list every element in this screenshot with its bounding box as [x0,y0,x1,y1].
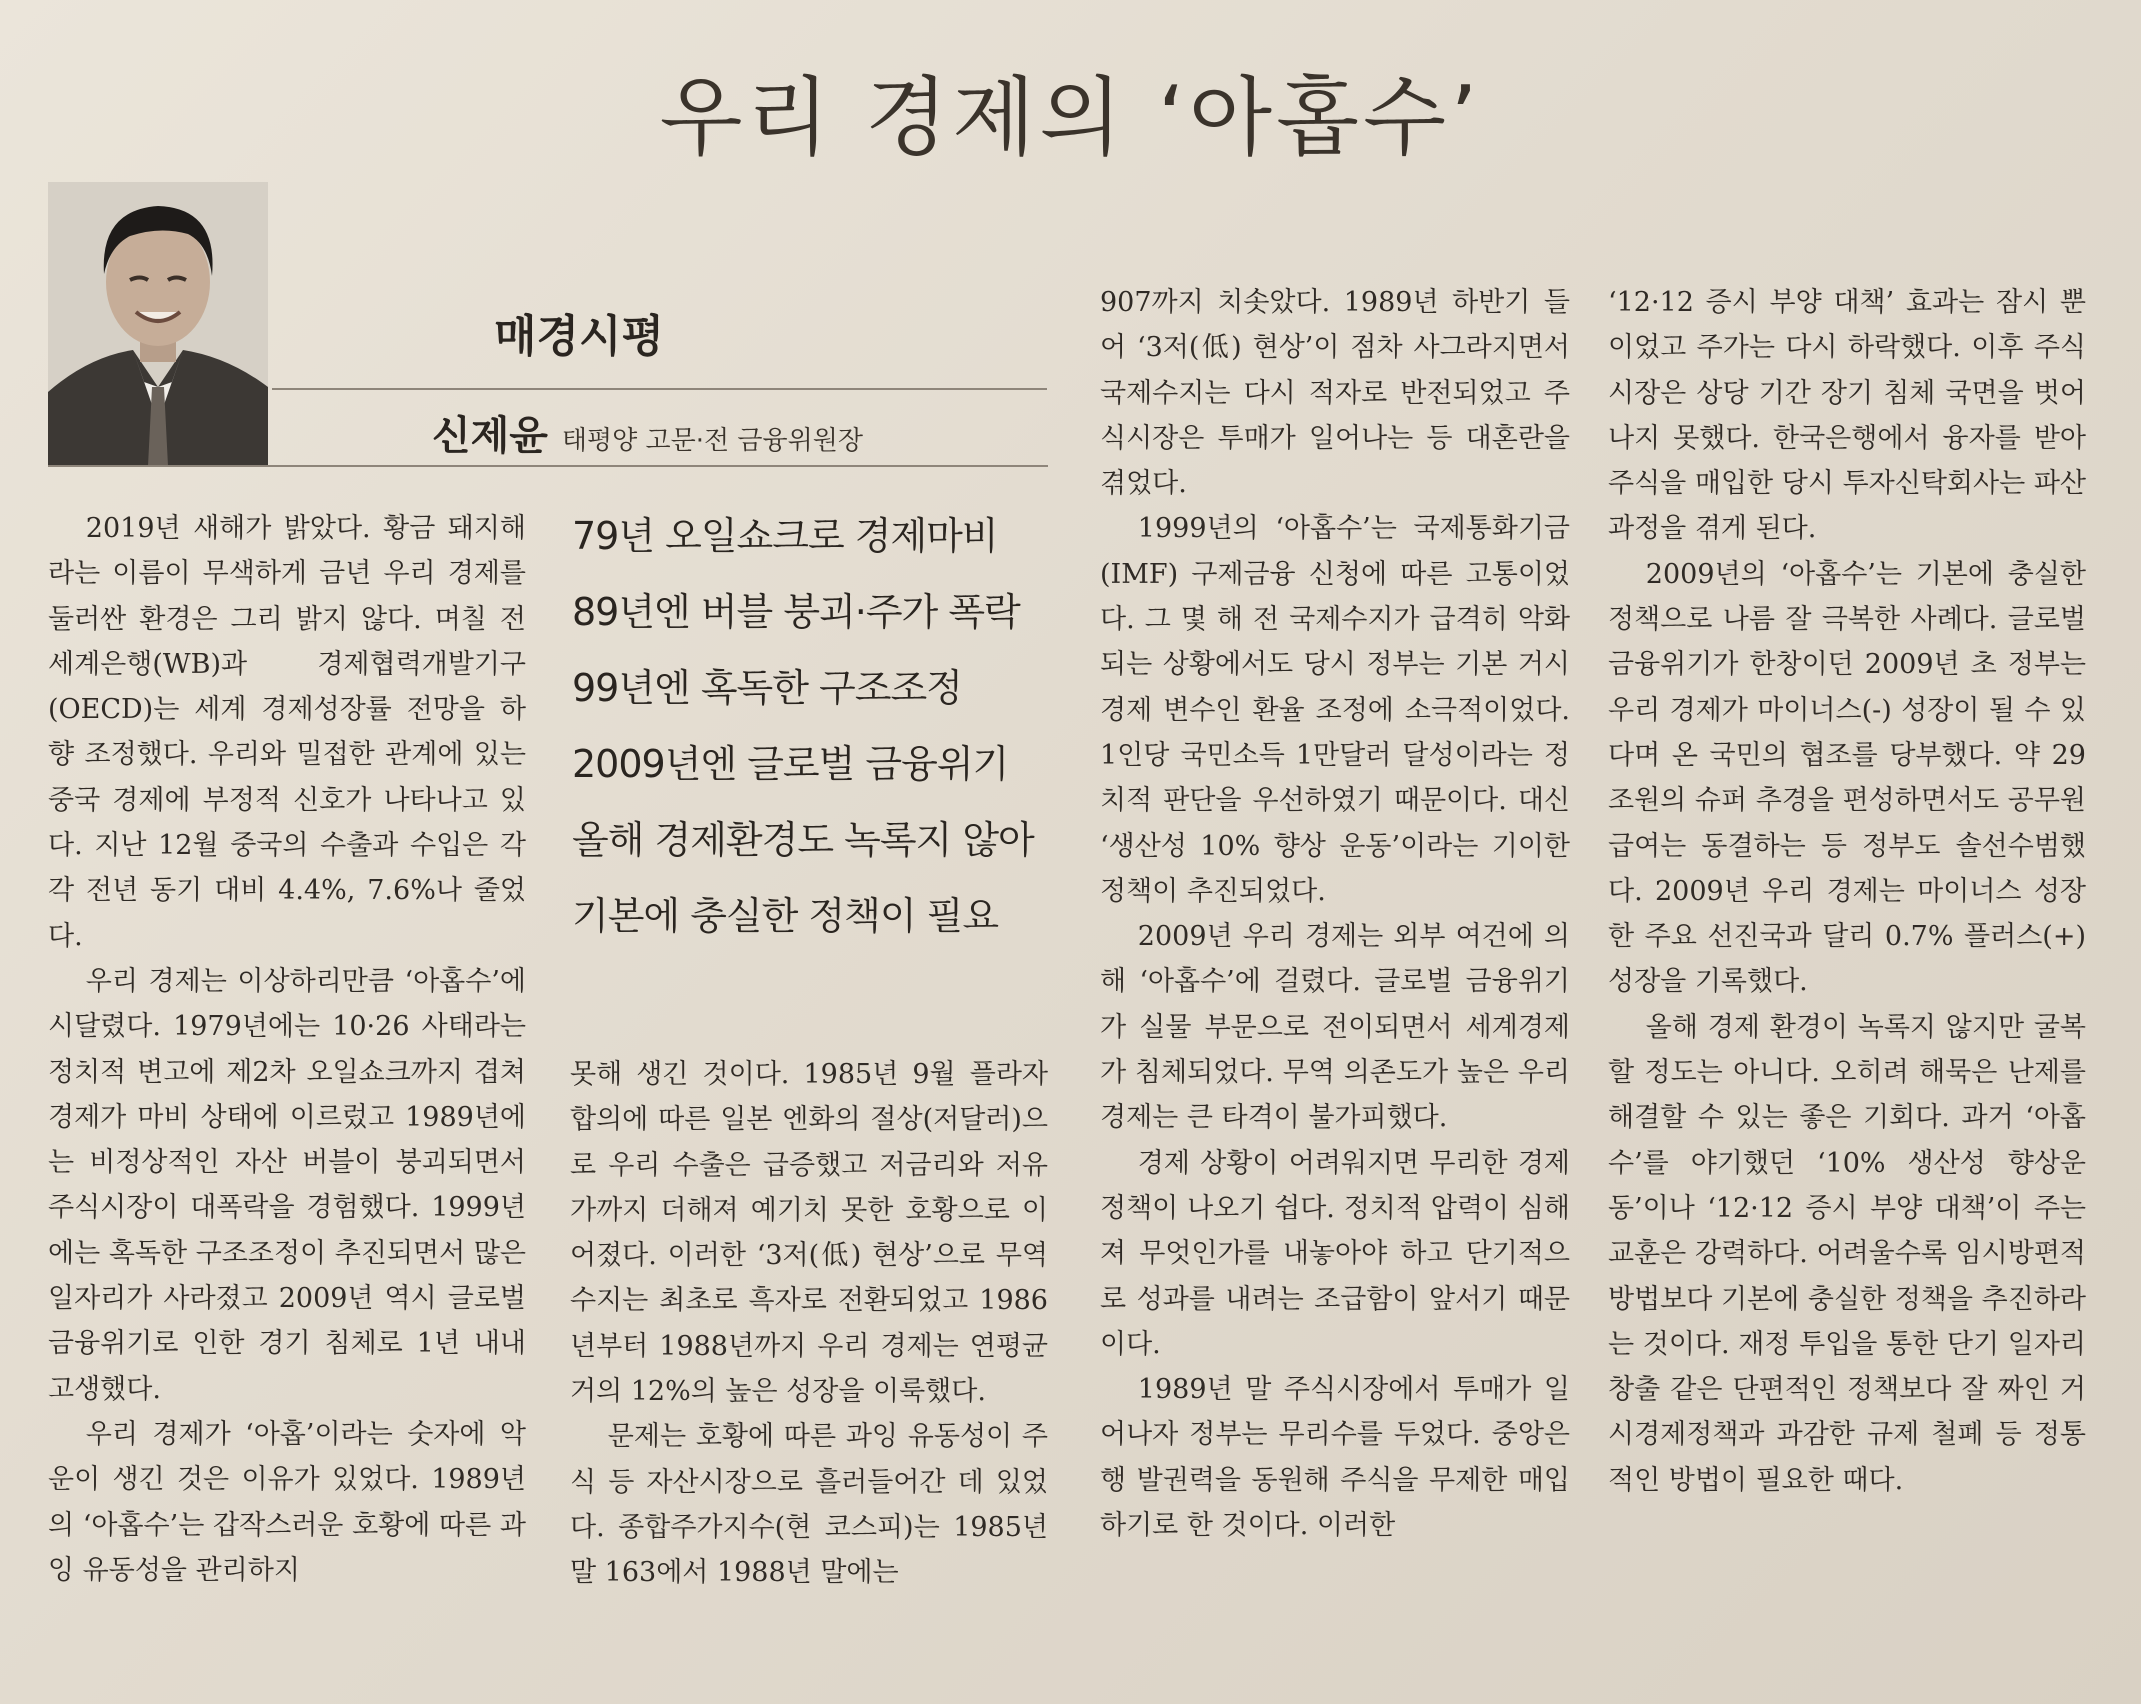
paragraph: 못해 생긴 것이다. 1985년 9월 플라자 합의에 따른 일본 엔화의 절상(저달러)으로 우리 수출은 급증했고 저금리와 저유가까지 더해져 예기치 못한 호황으로 이어졌다. 이러한 ‘3저(低) 현상’으로 무역수지는 최초로 흑자로 전환되었고 1986년부터 1988년까지 우리 경제는 연평균 거의 12%의 높은 성장을 이룩했다. [570,1059,1048,1408]
subheadline: 89년엔 버블 붕괴·주가 폭락 [572,590,1020,634]
subheadline: 79년 오일쇼크로 경제마비 [572,514,998,558]
author-photo [48,182,268,466]
paragraph: 문제는 호황에 따른 과잉 유동성이 주식 등 자산시장으로 흘러들어간 데 있었다. 종합주가지수(현 코스피)는 1985년 말 163에서 1988년 말에는 [570,1421,1048,1589]
paragraph: 1999년의 ‘아홉수’는 국제통화기금(IMF) 구제금융 신청에 따른 고통이었다. 그 몇 해 전 국제수지가 급격히 악화되는 상황에서도 당시 정부는 기본 거시경제 변수인 환율 조정에 소극적이었다. 1인당 국민소득 1만달러 달성이라는 정치적 판단을 우선하였기 때문이다. 대신 ‘생산성 10% 향상 운동’이라는 기이한 정책이 추진되었다. [1100,513,1570,907]
column-label: 매경시평 [494,311,665,362]
headline: 우리 경제의 ‘아홉수’ [659,68,1482,168]
subheadline: 올해 경제환경도 녹록지 않아 [572,818,1034,862]
article-column-1 [48,506,526,1593]
author-name: 신제윤 [432,413,548,459]
subheadline: 기본에 충실한 정책이 필요 [572,894,999,938]
article-column-4 [1608,280,2086,1503]
author-affiliation: 태평양 고문·전 금융위원장 [561,426,863,456]
subheadline: 2009년엔 글로벌 금융위기 [572,742,1009,786]
subheadline: 99년엔 혹독한 구조조정 [572,666,962,710]
byline-divider [48,465,1048,467]
paragraph: 우리 경제는 이상하리만큼 ‘아홉수’에 시달렸다. 1979년에는 10·26 사태라는 정치적 변고에 제2차 오일쇼크까지 겹쳐 경제가 마비 상태에 이르렀고 1989년에는 비정상적인 자산 버블이 붕괴되면서 주식시장이 대폭락을 경험했다. 1999년에는 혹독한 구조조정이 추진되면서 많은 일자리가 사라졌고 2009년 역시 글로벌 금융위기로 인한 경기 침체로 1년 내내 고생했다. [48,965,526,1405]
subheadline-list [572,498,1062,954]
paragraph: 경제 상황이 어려워지면 무리한 경제정책이 나오기 쉽다. 정치적 압력이 심해져 무엇인가를 내놓아야 하고 단기적으로 성과를 내려는 조급함이 앞서기 때문이다. [1100,1147,1570,1360]
paragraph: 우리 경제가 ‘아홉’이라는 숫자에 악운이 생긴 것은 이유가 있었다. 1989년의 ‘아홉수’는 갑작스러운 호황에 따른 과잉 유동성을 관리하지 [48,1418,526,1586]
paragraph: 2009년 우리 경제는 외부 여건에 의해 ‘아홉수’에 걸렸다. 글로벌 금융위기가 실물 부문으로 전이되면서 세계경제가 침체되었다. 무역 의존도가 높은 우리 경제는 큰 타격이 불가피했다. [1100,921,1570,1134]
header-divider [272,388,1047,390]
paragraph: 2019년 새해가 밝았다. 황금 돼지해라는 이름이 무색하게 금년 우리 경제를 둘러싼 환경은 그리 밝지 않다. 며칠 전 세계은행(WB)과 경제협력개발기구(OECD)는 세계 경제성장률 전망을 하향 조정했다. 우리와 밀접한 관계에 있는 중국 경제에 부정적 신호가 나타나고 있다. 지난 12월 중국의 수출과 수입은 각각 전년 동기 대비 4.4%, 7.6%나 줄었다. [48,513,526,952]
article-column-2 [570,1052,1048,1596]
byline [432,404,863,461]
paragraph: 2009년의 ‘아홉수’는 기본에 충실한 정책으로 나름 잘 극복한 사례다. 글로벌 금융위기가 한창이던 2009년 초 정부는 우리 경제가 마이너스(-) 성장이 될 수 있다며 온 국민의 협조를 당부했다. 약 29조원의 슈퍼 추경을 편성하면서도 공무원 급여는 동결하는 등 정부도 솔선수범했다. 2009년 우리 경제는 마이너스 성장한 주요 선진국과 달리 0.7% 플러스(+) 성장을 기록했다. [1608,558,2086,998]
paragraph: ‘12·12 증시 부양 대책’ 효과는 잠시 뿐이었고 주가는 다시 하락했다. 이후 주식시장은 상당 기간 장기 침체 국면을 벗어나지 못했다. 한국은행에서 융자를 받아 주식을 매입한 당시 투자신탁회사는 파산 과정을 겪게 된다. [1608,287,2086,545]
paragraph: 올해 경제 환경이 녹록지 않지만 굴복할 정도는 아니다. 오히려 해묵은 난제를 해결할 수 있는 좋은 기회다. 과거 ‘아홉수’를 야기했던 ‘10% 생산성 향상운동’이나 ‘12·12 증시 부양 대책’이 주는 교훈은 강력하다. 어려울수록 임시방편적 방법보다 기본에 충실한 정책을 추진하라는 것이다. 재정 투입을 통한 단기 일자리 창출 같은 단편적인 정책보다 잘 짜인 거시경제정책과 과감한 규제 철폐 등 정통적인 방법이 필요한 때다. [1608,1011,2086,1496]
paragraph: 907까지 치솟았다. 1989년 하반기 들어 ‘3저(低) 현상’이 점차 사그라지면서 국제수지는 다시 적자로 반전되었고 주식시장은 투매가 일어나는 등 대혼란을 겪었다. [1100,287,1570,500]
article-column-3 [1100,280,1570,1548]
paragraph: 1989년 말 주식시장에서 투매가 일어나자 정부는 무리수를 두었다. 중앙은행 발권력을 동원해 주식을 무제한 매입하기로 한 것이다. 이러한 [1100,1374,1570,1542]
